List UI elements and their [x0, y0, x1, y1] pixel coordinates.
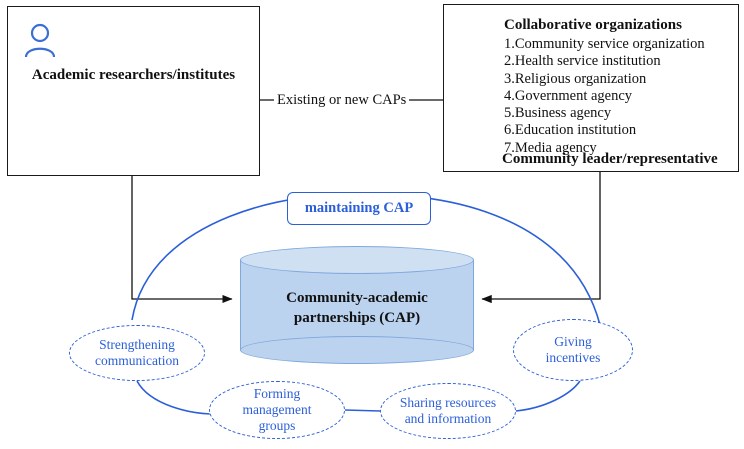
cap-label-line2: partnerships (CAP)	[293, 310, 421, 326]
maintaining-cap-label: maintaining CAP	[287, 192, 431, 225]
list-item: 1.Community service organization	[504, 36, 705, 52]
activity-forming-management-groups	[209, 381, 345, 439]
list-item: 2.Health service institution	[504, 53, 661, 70]
cylinder-bottom	[240, 336, 474, 364]
activity-line1: Forming	[253, 386, 301, 401]
activity-line2: communication	[95, 353, 179, 368]
person-icon	[22, 21, 58, 66]
list-item: 3.Religious organization	[504, 70, 647, 87]
cap-label-line1: Community-academic	[286, 290, 428, 306]
cap-center-label	[240, 288, 474, 328]
list-item: 5.Business agency	[504, 105, 612, 122]
cap-cylinder	[240, 246, 474, 364]
activity-line2: management	[242, 402, 312, 417]
activity-line3: groups	[258, 418, 296, 433]
collaborative-organizations-list	[504, 36, 705, 157]
academic-researchers-box	[7, 6, 260, 176]
academic-box-title: Academic researchers/institutes	[31, 67, 236, 83]
list-item: 7.Media agency	[504, 139, 597, 156]
collaborative-organizations-box	[443, 4, 739, 172]
activity-line1: Sharing resources	[399, 395, 497, 410]
cylinder-top	[240, 246, 474, 274]
collaborative-organizations-heading: Collaborative organizations	[504, 17, 682, 33]
activity-line1: Strengthening	[99, 337, 175, 352]
community-leader-label: Community leader/representative	[502, 151, 718, 167]
activity-line1: Giving	[554, 334, 592, 349]
list-item: 6.Education institution	[504, 122, 637, 139]
activity-sharing-resources-information	[380, 383, 516, 439]
activity-line2: and information	[404, 411, 492, 426]
list-item: 4.Government agency	[504, 87, 633, 104]
activity-giving-incentives	[513, 319, 633, 381]
existing-or-new-caps-label: Existing or new CAPs	[274, 92, 409, 109]
activity-strengthening-communication	[69, 325, 205, 381]
activity-line2: incentives	[545, 350, 601, 365]
